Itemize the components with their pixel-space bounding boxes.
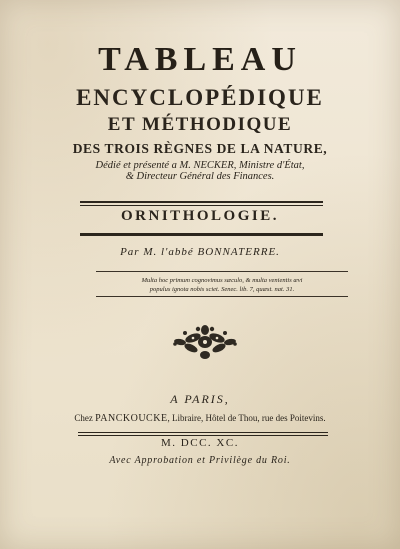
subtitle-regnes: DES TROIS RÈGNES DE LA NATURE, bbox=[72, 141, 328, 156]
publisher-line bbox=[0, 413, 400, 424]
double-rule-top bbox=[80, 201, 323, 206]
subtitle-encyclopedique: ENCYCLOPÉDIQUE bbox=[76, 85, 324, 110]
publisher-address: , Libraire, Hôtel de Thou, rue des Poitevins. bbox=[167, 413, 326, 423]
dedication bbox=[0, 160, 400, 182]
double-rule-bottom bbox=[78, 432, 328, 436]
section-title: ORNITHOLOGIE. bbox=[121, 208, 279, 224]
motto-rule-bottom bbox=[96, 296, 348, 297]
motto-rule-top bbox=[96, 271, 348, 272]
epigraph-line-1: Multa hoc primum cognovimus sæculo, & multa venientis ævi bbox=[141, 277, 303, 284]
double-rule-middle bbox=[80, 231, 323, 236]
fleuron-icon bbox=[171, 322, 239, 362]
publisher-name: PANCKOUCKE bbox=[95, 413, 168, 424]
privilege-line: Avec Approbation et Privilège du Roi. bbox=[109, 455, 291, 466]
publisher-prefix: Chez bbox=[74, 413, 96, 423]
book-title: TABLEAU bbox=[98, 41, 302, 78]
publication-date: M. DCC. XC. bbox=[161, 437, 239, 449]
place-of-publication: A PARIS, bbox=[170, 392, 230, 406]
subtitle-methodique: ET MÉTHODIQUE bbox=[107, 114, 293, 135]
epigraph-line-2: populus ignota nobis sciet. Senec. lib. 7, quæst. nat. 31. bbox=[149, 286, 295, 293]
author-line: Par M. l'abbé BONNATERRE. bbox=[120, 246, 280, 258]
epigraph bbox=[96, 276, 348, 294]
dedication-line-1: Dédié et présenté a M. NECKER, Ministre d'État, bbox=[95, 160, 305, 171]
dedication-line-2: & Directeur Général des Finances. bbox=[125, 171, 275, 182]
